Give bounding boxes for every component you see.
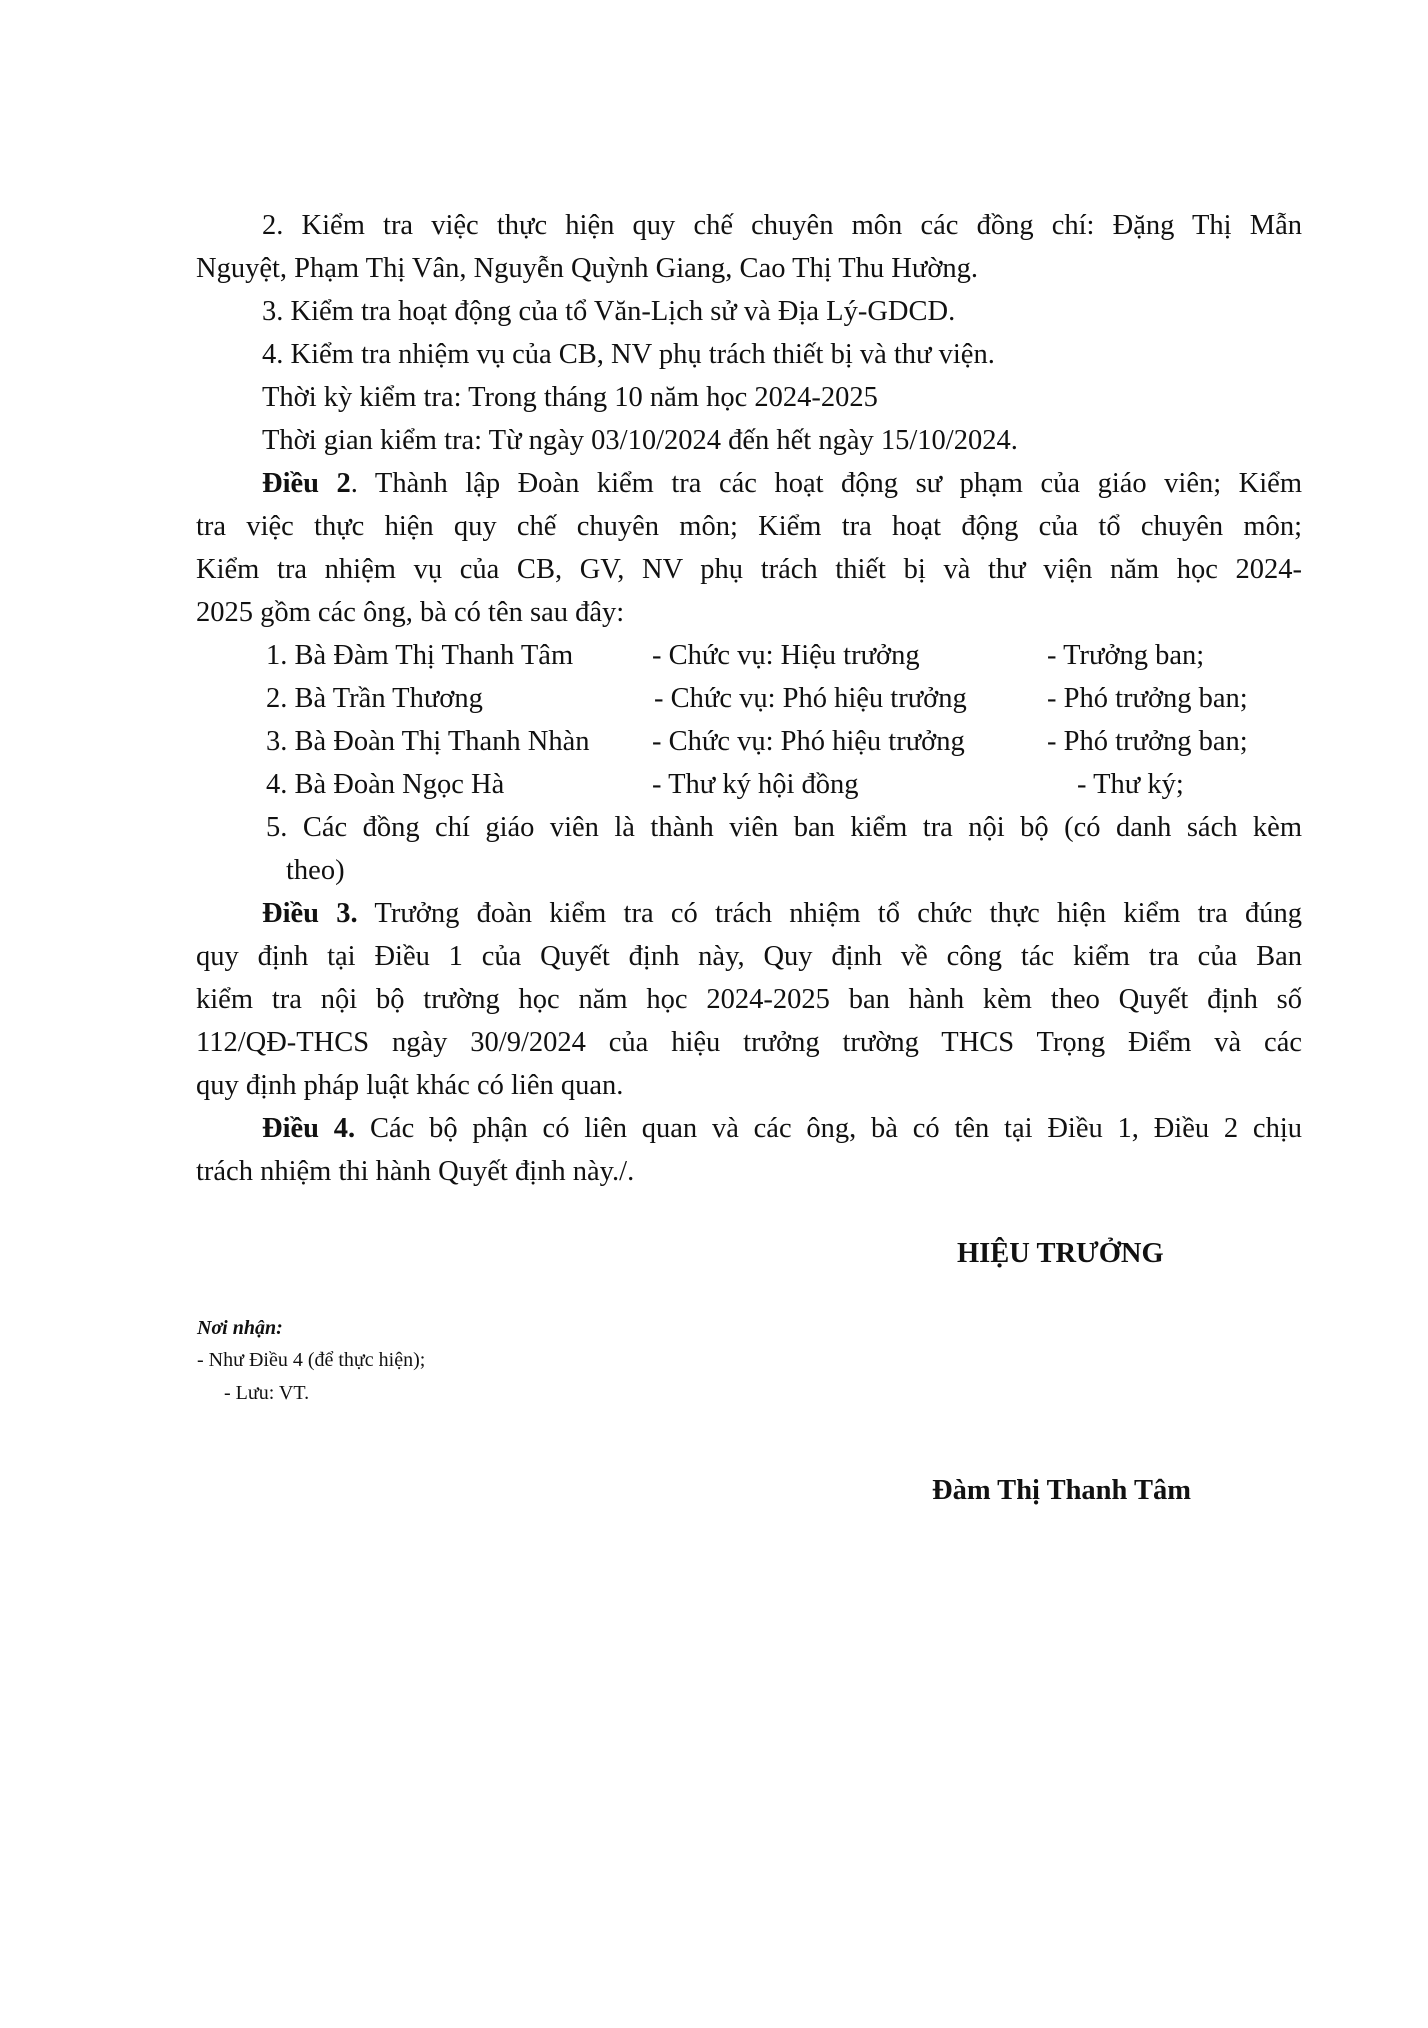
article1-item3: 3. Kiểm tra hoạt động của tổ Văn-Lịch sử và Địa Lý-GDCD.	[262, 296, 956, 327]
article4-heading: Điều 4.	[262, 1113, 356, 1144]
article3-line1: Điều 3. Trưởng đoàn kiểm tra có trách nhiệm tổ chức thực hiện kiểm tra đúng	[262, 898, 1303, 929]
recipient-item: - Lưu: VT.	[224, 1382, 310, 1404]
article1-item2-line1: 2. Kiểm tra việc thực hiện quy chế chuyên môn các đồng chí: Đặng Thị Mẫn	[262, 210, 1302, 241]
article3-line2: quy định tại Điều 1 của Quyết định này, Quy định về công tác kiểm tra của Ban	[196, 941, 1302, 972]
member-role: - Thư ký;	[1077, 769, 1184, 800]
article2-line3: Kiểm tra nhiệm vụ của CB, GV, NV phụ trách thiết bị và thư viện năm học 2024-	[196, 554, 1302, 585]
member-role: - Phó trưởng ban;	[1047, 683, 1248, 714]
article2-line4: 2025 gồm các ông, bà có tên sau đây:	[196, 597, 625, 628]
article3-line3: kiểm tra nội bộ trường học năm học 2024-2025 ban hành kèm theo Quyết định số	[196, 984, 1302, 1015]
article1-item2-line2: Nguyệt, Phạm Thị Vân, Nguyễn Quỳnh Giang, Cao Thị Thu Hường.	[196, 253, 979, 284]
article3-line5: quy định pháp luật khác có liên quan.	[196, 1070, 624, 1101]
article2-item5-line1: 5. Các đồng chí giáo viên là thành viên ban kiểm tra nội bộ (có danh sách kèm	[266, 812, 1302, 843]
member-name: 1. Bà Đàm Thị Thanh Tâm	[266, 640, 574, 671]
recipients-label: Nơi nhận:	[197, 1317, 283, 1339]
signature-title: HIỆU TRƯỞNG	[957, 1238, 1164, 1269]
article2-line2: tra việc thực hiện quy chế chuyên môn; Kiểm tra hoạt động của tổ chuyên môn;	[196, 511, 1302, 542]
article2-heading: Điều 2	[262, 468, 351, 499]
article1-item4: 4. Kiểm tra nhiệm vụ của CB, NV phụ trách thiết bị và thư viện.	[262, 339, 995, 370]
member-role: - Phó trưởng ban;	[1047, 726, 1248, 757]
member-role: - Trưởng ban;	[1047, 640, 1205, 671]
member-name: 3. Bà Đoàn Thị Thanh Nhàn	[266, 726, 590, 757]
member-name: 4. Bà Đoàn Ngọc Hà	[266, 769, 505, 800]
article3-heading: Điều 3.	[262, 898, 358, 929]
recipient-item: - Như Điều 4 (để thực hiện);	[197, 1349, 426, 1371]
inspection-period: Thời kỳ kiểm tra: Trong tháng 10 năm học 2024-2025	[262, 382, 878, 413]
inspection-time: Thời gian kiểm tra: Từ ngày 03/10/2024 đến hết ngày 15/10/2024.	[262, 425, 1018, 456]
member-name: 2. Bà Trần Thương	[266, 683, 483, 714]
article4-line2: trách nhiệm thi hành Quyết định này./.	[196, 1156, 635, 1187]
article2-line1: Điều 2. Thành lập Đoàn kiểm tra các hoạt động sư phạm của giáo viên; Kiểm	[262, 468, 1302, 499]
member-position: - Thư ký hội đồng	[652, 769, 859, 800]
article4-line1: Điều 4. Các bộ phận có liên quan và các ông, bà có tên tại Điều 1, Điều 2 chịu	[262, 1113, 1302, 1144]
article2-item5-line2: theo)	[286, 855, 345, 886]
article3-line4: 112/QĐ-THCS ngày 30/9/2024 của hiệu trưởng trường THCS Trọng Điểm và các	[196, 1027, 1302, 1058]
signer-name: Đàm Thị Thanh Tâm	[932, 1475, 1191, 1506]
member-position: - Chức vụ: Hiệu trưởng	[652, 640, 920, 671]
member-position: - Chức vụ: Phó hiệu trưởng	[654, 683, 967, 714]
member-position: - Chức vụ: Phó hiệu trưởng	[652, 726, 965, 757]
